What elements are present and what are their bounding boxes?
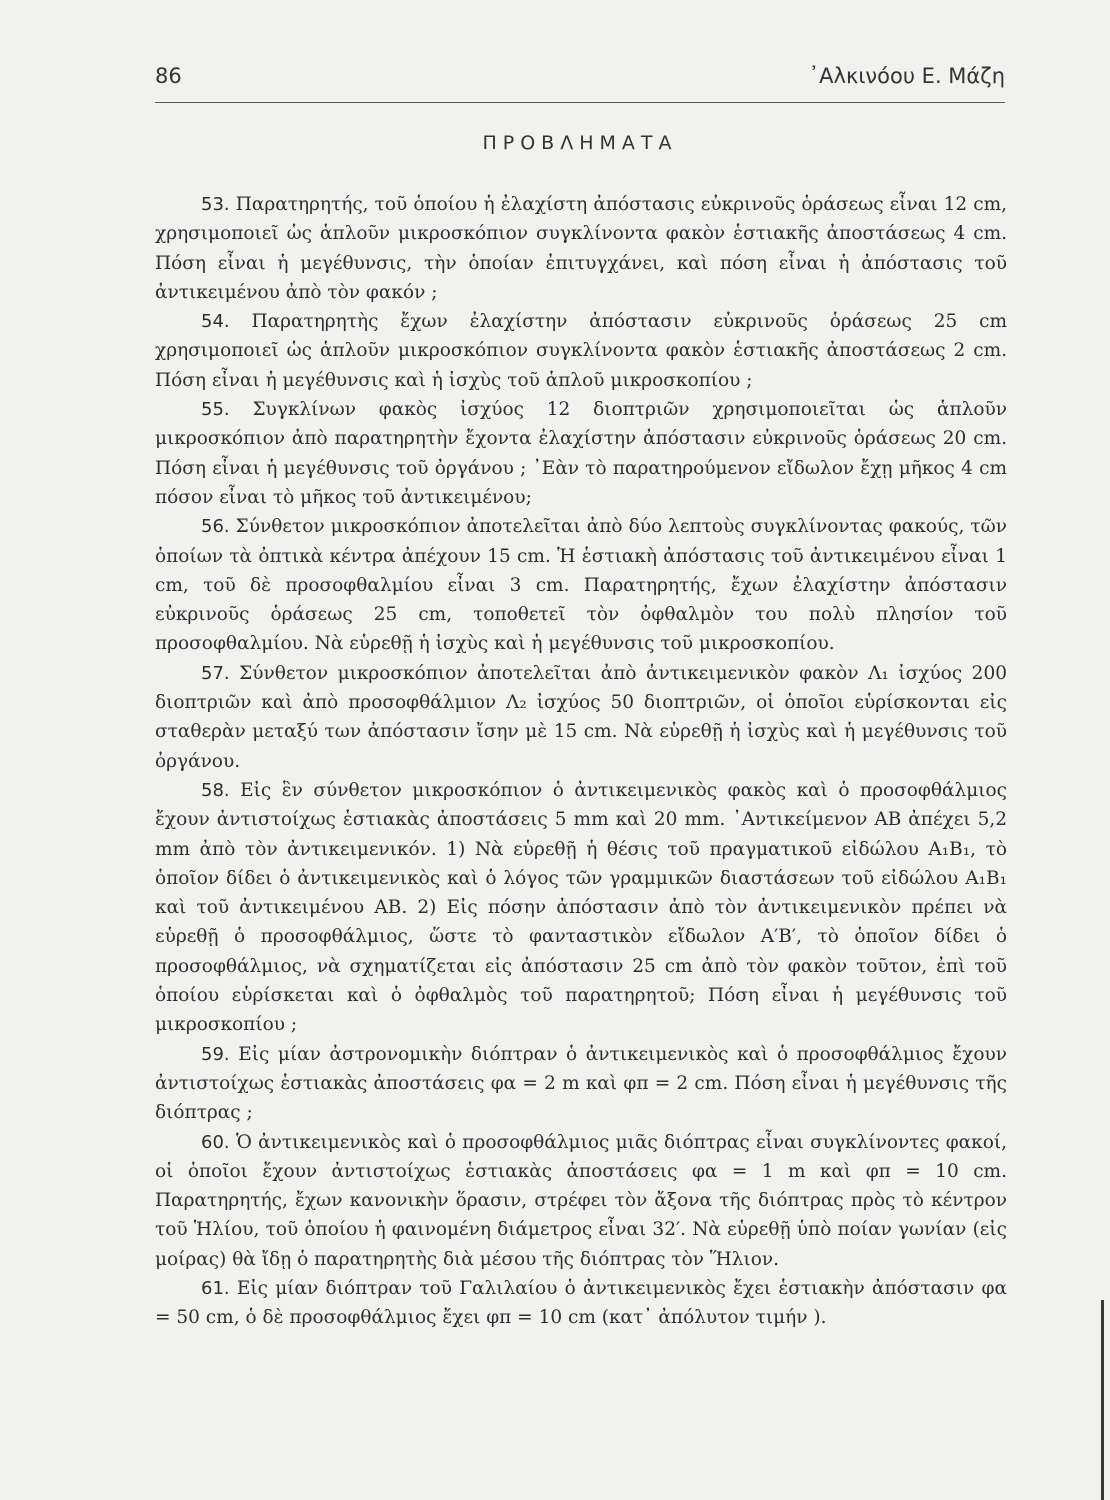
problem-text: Ὁ ἀντικειμενικὸς καὶ ὁ προσοφθάλμιος μιᾶς διόπτρας εἶναι συγκλίνοντες φακοί, οἱ ὁποῖοι ἔχουν ἀντιστοίχως ἑστιακὰς ἀποστάσεις φα = 1 m καὶ φπ = 10 cm. Παρατηρητής, ἔχων κανονικὴν ὅρασιν, στρέφει τὸν ἄξονα τῆς διόπτρας πρὸς τὸ κέντρον τοῦ Ἡλίου, τοῦ ὁποίου ἡ φαινομένη διάμετρος εἶναι 32′. Νὰ εὑρεθῇ ὑπὸ ποίαν γωνίαν (εἰς μοίρας) θὰ ἴδῃ ὁ παρατηρητὴς διὰ μέσου τῆς διόπτρας τὸν Ἥλιον. <box>155 1131 1007 1270</box>
problem-59 <box>155 1040 1007 1128</box>
problem-58 <box>155 776 1007 1040</box>
problem-number: 61. <box>201 1277 230 1299</box>
problem-number: 56. <box>201 516 230 538</box>
problem-number: 60. <box>201 1131 230 1153</box>
problem-list <box>155 190 1007 1333</box>
problem-text: Συγκλίνων φακὸς ἰσχύος 12 διοπτριῶν χρησιμοποιεῖται ὡς ἁπλοῦν μικροσκόπιον ἀπὸ παρατηρητὴν ἔχοντα ἐλαχίστην ἀπόστασιν εὐκρινοῦς ὁράσεως 20 cm. Πόση εἶναι ἡ μεγέθυνσις τοῦ ὀργάνου ; ᾿Εὰν τὸ παρατηρούμενον εἴδωλον ἔχῃ μῆκος 4 cm πόσον εἶναι τὸ μῆκος τοῦ ἀντικειμένου; <box>155 399 1007 508</box>
header-rule <box>155 102 1005 103</box>
problem-text: Εἰς ἓν σύνθετον μικροσκόπιον ὁ ἀντικειμενικὸς φακὸς καὶ ὁ προσοφθάλμιος ἔχουν ἀντιστοίχως ἑστιακὰς ἀποστάσεις 5 mm καὶ 20 mm. ᾿Αντικείμενον ΑΒ ἀπέχει 5,2 mm ἀπὸ τὸν ἀντικειμενικόν. 1) Νὰ εὑρεθῇ ἡ θέσις τοῦ πραγματικοῦ εἰδώλου Α₁Β₁, τὸ ὁποῖον δίδει ὁ ἀντικειμενικὸς καὶ ὁ λόγος τῶν γραμμικῶν διαστάσεων τοῦ εἰδώλου Α₁Β₁ καὶ τοῦ ἀντικειμένου ΑΒ. 2) Εἰς πόσην ἀπόστασιν ἀπὸ τὸν ἀντικειμενικὸν πρέπει νὰ εὑρεθῇ ὁ προσοφθάλμιος, ὥστε τὸ φανταστικὸν εἴδωλον Α′Β′, τὸ ὁποῖον δίδει ὁ προσοφθάλμιος, νὰ σχηματίζεται εἰς ἀπόστασιν 25 cm ἀπὸ τὸν φακὸν τοῦτον, ἐπὶ τοῦ ὁποίου εὑρίσκεται καὶ ὁ ὀφθαλμὸς τοῦ παρατηρητοῦ; Πόση εἶναι ἡ μεγέθυνσις τοῦ μικροσκοπίου ; <box>155 779 1008 1036</box>
section-title: ΠΡΟΒΛΗΜΑΤΑ <box>482 132 678 154</box>
problem-61 <box>155 1274 1007 1333</box>
problem-text: Παρατηρητὴς ἔχων ἐλαχίστην ἀπόστασιν εὐκρινοῦς ὁράσεως 25 cm χρησιμοποιεῖ ὡς ἁπλοῦν μικροσκόπιον συγκλίνοντα φακὸν ἑστιακῆς ἀποστάσεως 2 cm. Πόση εἶναι ἡ μεγέθυνσις καὶ ἡ ἰσχὺς τοῦ ἁπλοῦ μικροσκοπίου ; <box>155 311 1007 391</box>
problem-56 <box>155 512 1007 658</box>
problem-60 <box>155 1128 1007 1274</box>
problem-55 <box>155 395 1007 512</box>
page-edge-mark <box>1101 1300 1104 1500</box>
running-head: ᾿Αλκινόου Ε. Μάζη <box>808 64 1005 88</box>
problem-number: 59. <box>201 1043 230 1065</box>
page-number: 86 <box>155 64 182 88</box>
problem-text: Εἰς μίαν ἀστρονομικὴν διόπτραν ὁ ἀντικειμενικὸς καὶ ὁ προσοφθάλμιος ἔχουν ἀντιστοίχως ἑστιακὰς ἀποστάσεις φα = 2 m καὶ φπ = 2 cm. Πόση εἶναι ἡ μεγέθυνσις τῆς διόπτρας ; <box>155 1043 1007 1124</box>
problem-text: Εἰς μίαν διόπτραν τοῦ Γαλιλαίου ὁ ἀντικειμενικὸς ἔχει ἑστιακὴν ἀπόστασιν φα = 50 cm, ὁ δὲ προσοφθάλμιος ἔχει φπ = 10 cm (κατ᾿ ἀπόλυτον τιμήν ). <box>155 1277 1007 1329</box>
problem-text: Παρατηρητής, τοῦ ὁποίου ἡ ἐλαχίστη ἀπόστασις εὐκρινοῦς ὁράσεως εἶναι 12 cm, χρησιμοποιεῖ ὡς ἁπλοῦν μικροσκόπιον συγκλίνοντα φακὸν ἑστιακῆς ἀποστάσεως 4 cm. Πόση εἶναι ἡ μεγέθυνσις, τὴν ὁποίαν ἐπιτυγχάνει, καὶ πόση εἶναι ἡ ἀπόστασις τοῦ ἀντικειμένου ἀπὸ τὸν φακόν ; <box>155 194 1007 303</box>
problem-number: 58. <box>201 779 230 801</box>
problem-text: Σύνθετον μικροσκόπιον ἀποτελεῖται ἀπὸ δύο λεπτοὺς συγκλίνοντας φακούς, τῶν ὁποίων τὰ ὀπτικὰ κέντρα ἀπέχουν 15 cm. Ἡ ἑστιακὴ ἀπόστασις τοῦ ἀντικειμένου εἶναι 1 cm, τοῦ δὲ προσοφθαλμίου εἶναι 3 cm. Παρατηρητής, ἔχων ἐλαχίστην ἀπόστασιν εὐκρινοῦς ὁράσεως 25 cm, τοποθετεῖ τὸν ὀφθαλμὸν του πολὺ πλησίον τοῦ προσοφθαλμίου. Νὰ εὑρεθῇ ἡ ἰσχὺς καὶ ἡ μεγέθυνσις τοῦ μικροσκοπίου. <box>155 516 1007 655</box>
problem-number: 57. <box>201 662 230 684</box>
problem-number: 55. <box>201 399 230 421</box>
problem-number: 54. <box>201 311 230 333</box>
page-header <box>155 64 1005 98</box>
problem-text: Σύνθετον μικροσκόπιον ἀποτελεῖται ἀπὸ ἀντικειμενικὸν φακὸν Λ₁ ἰσχύος 200 διοπτριῶν καὶ ἀπὸ προσοφθάλμιον Λ₂ ἰσχύος 50 διοπτριῶν, οἱ ὁποῖοι εὑρίσκονται εἰς σταθερὰν μεταξύ των ἀπόστασιν ἴσην μὲ 15 cm. Νὰ εὑρεθῇ ἡ ἰσχὺς καὶ ἡ μεγέθυνσις τοῦ ὀργάνου. <box>155 662 1007 772</box>
problem-57 <box>155 659 1007 776</box>
problem-54 <box>155 307 1007 395</box>
problem-53 <box>155 190 1007 307</box>
problem-number: 53. <box>201 194 230 215</box>
